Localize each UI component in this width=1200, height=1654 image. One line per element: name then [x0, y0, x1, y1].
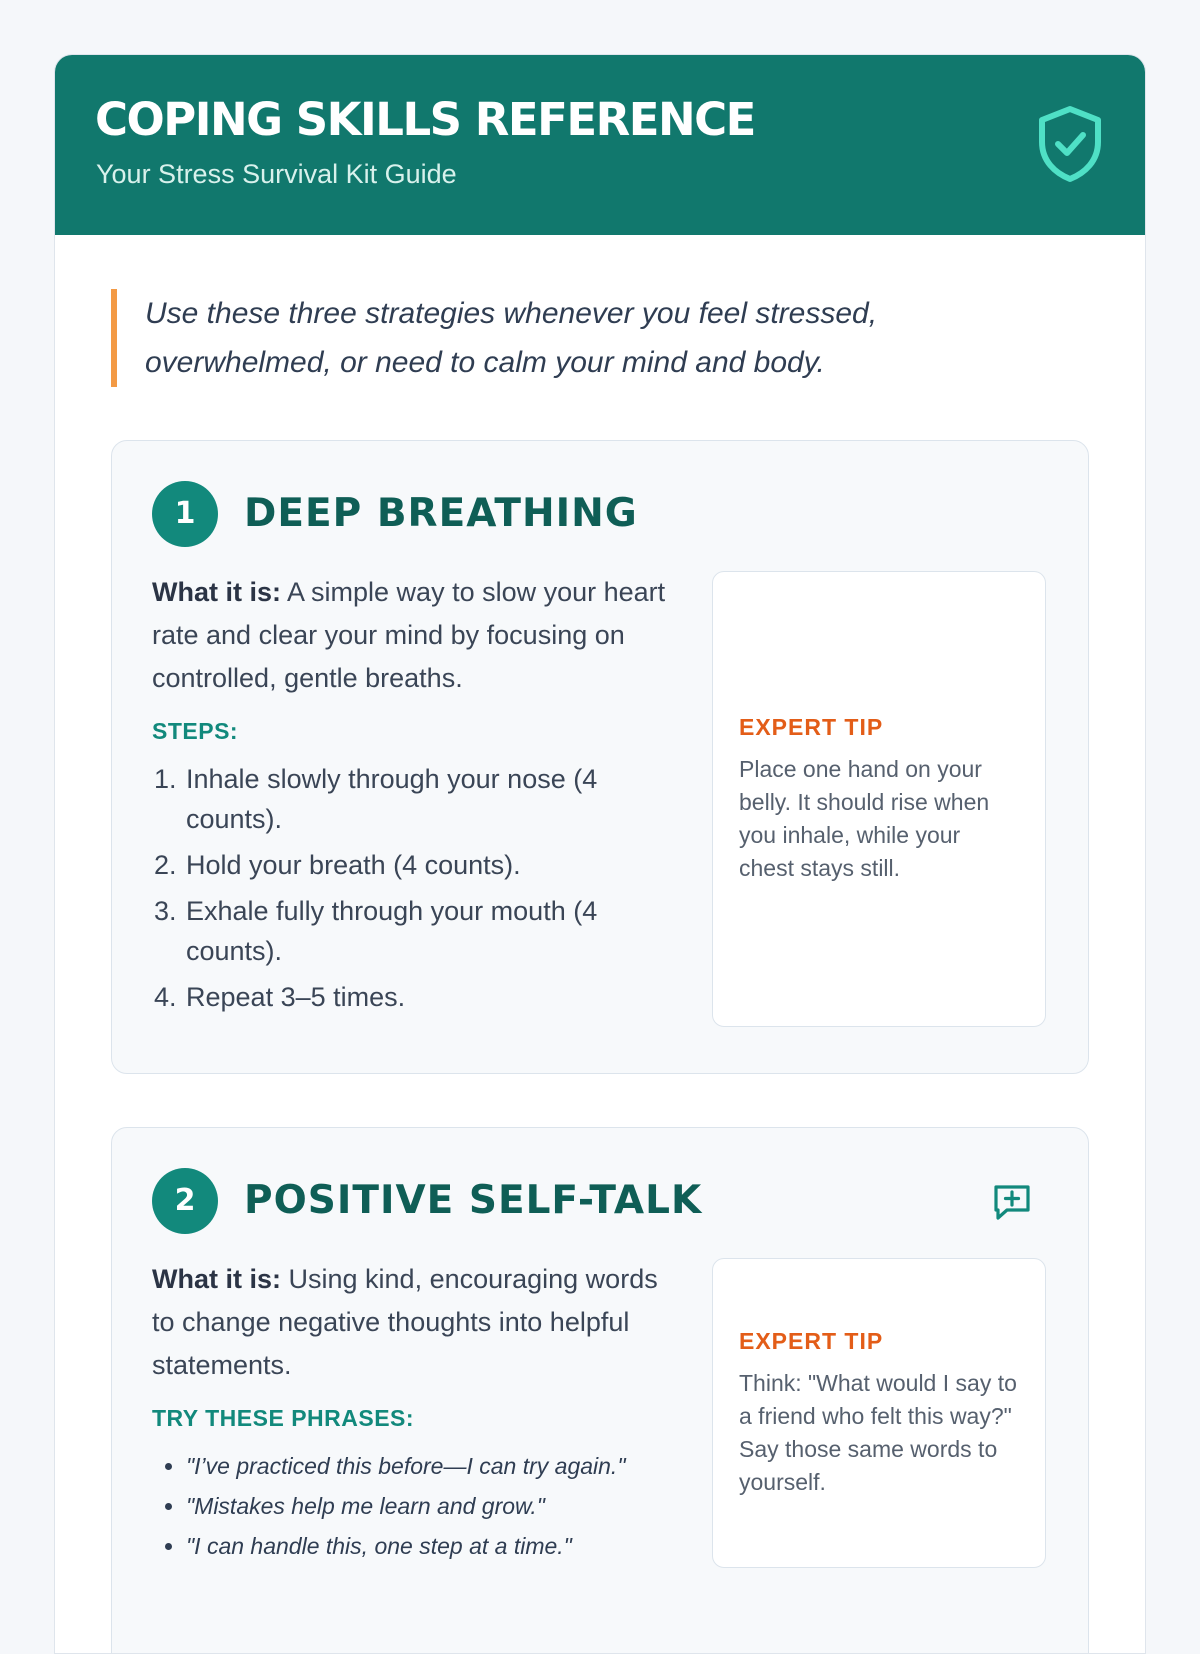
what-label: What it is: [152, 577, 281, 607]
list-item: • "I’ve practiced this before—I can try again." [186, 1446, 672, 1486]
tip-label: EXPERT TIP [739, 1327, 884, 1354]
chat-plus-icon [992, 1183, 1032, 1221]
section-title: DEEP BREATHING [244, 491, 638, 536]
list-item: • "Mistakes help me learn and grow." [186, 1486, 672, 1526]
section-deep-breathing [111, 440, 1089, 1074]
what-label: What it is: [152, 1264, 281, 1294]
expert-tip-box [712, 1258, 1046, 1568]
list-item: 3. Exhale fully through your mouth (4 counts). [184, 891, 672, 971]
phrases-list [152, 1446, 672, 1566]
list-item: 4. Repeat 3–5 times. [184, 977, 672, 1017]
what-text: A simple way to slow your heart rate and clear your mind by focusing on controlled, gentle breaths. [152, 577, 666, 693]
section-description [152, 571, 672, 700]
section-title: POSITIVE SELF-TALK [244, 1178, 703, 1223]
section-body [152, 1258, 672, 1566]
tip-label: EXPERT TIP [739, 713, 884, 740]
page-subtitle: Your Stress Survival Kit Guide [96, 159, 457, 189]
section-body [152, 571, 672, 1023]
section-positive-self-talk [111, 1127, 1089, 1654]
tip-text: Think: "What would I say to a friend who felt this way?" Say those same words to yourself. [739, 1369, 1017, 1495]
section-number-badge: 2 [152, 1168, 218, 1234]
phrases-label: TRY THESE PHRASES: [152, 1405, 415, 1431]
list-item: • "I can handle this, one step at a time." [186, 1526, 672, 1566]
list-item: 2. Hold your breath (4 counts). [184, 845, 672, 885]
what-text: Using kind, encouraging words to change negative thoughts into helpful statements. [152, 1264, 658, 1380]
steps-label: STEPS: [152, 718, 239, 744]
expert-tip-box [712, 571, 1046, 1027]
section-number-badge: 1 [152, 481, 218, 547]
steps-list [152, 759, 672, 1017]
intro-quote: Use these three strategies whenever you feel stressed, overwhelmed, or need to calm your mind and body. [111, 289, 1045, 387]
section-description [152, 1258, 672, 1387]
reference-card [54, 54, 1146, 1654]
list-item: 1. Inhale slowly through your nose (4 counts). [184, 759, 672, 839]
tip-text: Place one hand on your belly. It should rise when you inhale, while your chest stays still. [739, 755, 990, 881]
shield-check-icon [1035, 105, 1105, 183]
header-banner [55, 55, 1145, 235]
page-title: COPING SKILLS REFERENCE [95, 93, 755, 146]
